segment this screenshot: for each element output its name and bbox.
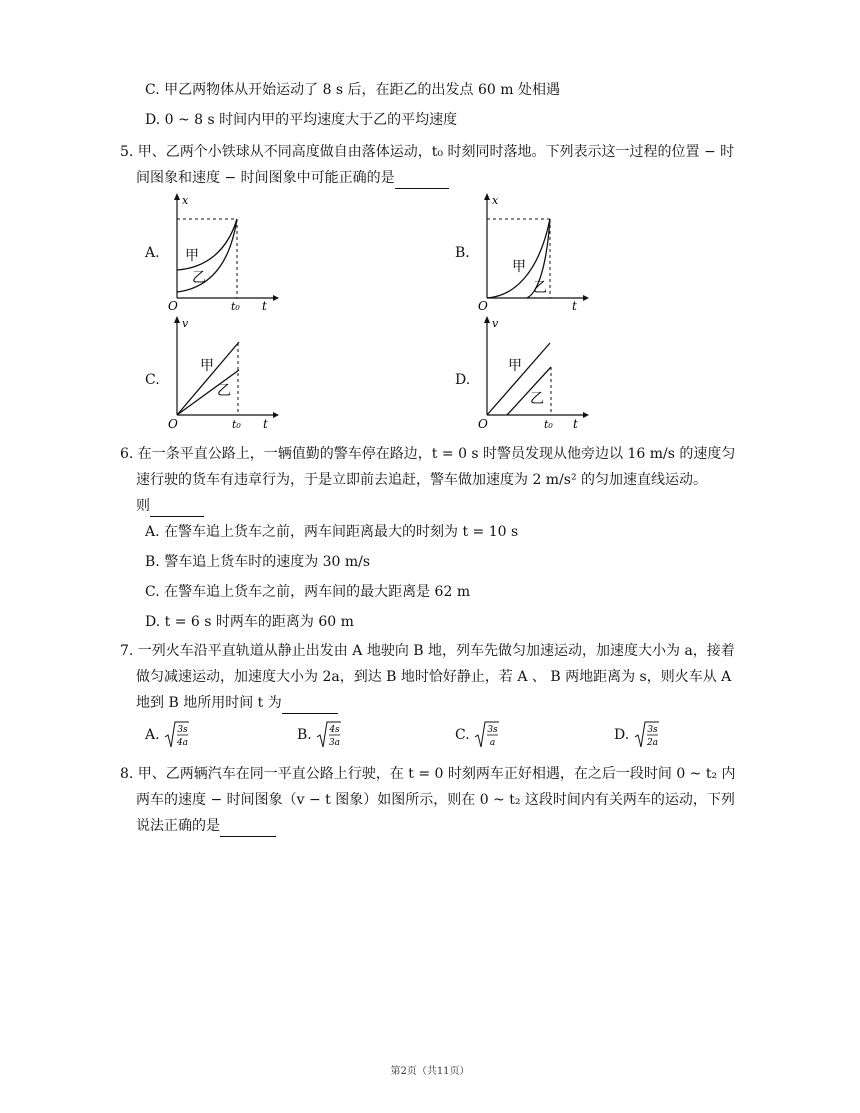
sqrt-fraction: [634, 720, 660, 750]
axis-label-v: v: [492, 317, 499, 330]
option-label: D.: [614, 727, 630, 743]
sqrt-fraction: [164, 720, 190, 750]
numerator: 4s: [329, 725, 340, 735]
label-yi: 乙: [192, 270, 206, 286]
q8-stem-line1: 8. 甲、乙两辆汽车在同一平直公路上行驶，在 t = 0 时刻两车正好相遇，在之后一段时间 0 ~ t₂ 内: [120, 766, 736, 782]
q7-option-b: [297, 720, 342, 750]
q5-option-b-label: B.: [455, 245, 470, 261]
q7-stem-line1: 7. 一列火车沿平直轨道从静止出发由 A 地驶向 B 地，列车先做匀加速运动，加速度大小为 a，接着: [120, 643, 735, 659]
axis-label-t: t: [573, 417, 578, 431]
q6-option-a: A. 在警车追上货车之前，两车间距离最大的时刻为 t = 10 s: [145, 524, 519, 540]
t-axis-arrow: [273, 412, 279, 418]
q7-stem-line3: 地到 B 地所用时间 t 为: [136, 693, 338, 714]
q7-option-c: [455, 720, 500, 750]
q6-option-d: D. t = 6 s 时两车的距离为 60 m: [145, 614, 354, 630]
denominator: a: [489, 738, 496, 748]
label-jia: 甲: [508, 358, 522, 374]
numerator: 3s: [646, 725, 658, 735]
label-yi: 乙: [533, 280, 547, 296]
q7-stem-line2: 做匀减速运动，加速度大小为 2a，到达 B 地时恰好静止，若 A 、 B 两地距离为 s，则火车从 A: [136, 669, 732, 685]
label-jia: 甲: [185, 248, 199, 264]
axis-label-t: t: [572, 299, 577, 313]
line-yi: [507, 367, 551, 415]
axis-label-t: t: [263, 417, 268, 431]
sqrt-fraction: [474, 720, 500, 750]
numerator: 3s: [177, 725, 188, 735]
q6-stem-line2: 速行驶的货车有违章行为，于是立即前去追赶，警车做加速度为 2 m/s² 的匀加速直线运动。: [136, 472, 708, 488]
axis-label-t: t: [262, 299, 267, 313]
label-yi: 乙: [217, 383, 231, 399]
answer-blank: [282, 693, 338, 714]
origin-label: O: [168, 299, 178, 313]
q5-stem-line1: 5. 甲、乙两个小铁球从不同高度做自由落体运动，t₀ 时刻同时落地。下列表示这一过程的位置 − 时: [120, 144, 735, 160]
answer-blank: [150, 496, 204, 517]
q5-graph-a: [165, 192, 280, 316]
line-jia: [177, 342, 239, 415]
axis-label-x: x: [492, 194, 499, 207]
t-axis-arrow: [583, 412, 589, 418]
q5-option-a-label: A.: [145, 245, 160, 261]
q5-option-c-label: C.: [145, 372, 160, 388]
sqrt-fraction: [316, 720, 342, 750]
denominator: 2a: [646, 738, 658, 748]
x-axis-arrow: [174, 193, 180, 200]
t-axis-arrow: [583, 295, 589, 301]
label-yi: 乙: [530, 391, 544, 407]
q4-option-d: D. 0 ~ 8 s 时间内甲的平均速度大于乙的平均速度: [145, 112, 458, 128]
t0-label: t₀: [232, 418, 241, 431]
v-axis-arrow: [174, 316, 180, 323]
q4-option-c: C. 甲乙两物体从开始运动了 8 s 后，在距乙的出发点 60 m 处相遇: [145, 82, 560, 98]
t0-label: t₀: [544, 418, 553, 431]
q6-stem-line3: 则: [136, 496, 204, 517]
option-label: C.: [455, 727, 470, 743]
q7-option-d: [614, 720, 660, 750]
axis-label-v: v: [182, 317, 189, 330]
denominator: 3a: [329, 738, 341, 748]
q8-stem-line2: 两车的速度 − 时间图象（v − t 图象）如图所示，则在 0 ~ t₂ 这段时间内有关两车的运动，下列: [136, 792, 735, 808]
v-axis-arrow: [484, 316, 490, 323]
q8-stem-line3: 说法正确的是: [136, 816, 276, 837]
option-label: A.: [145, 727, 160, 743]
q7-option-a: [145, 720, 190, 750]
origin-label: O: [478, 417, 488, 431]
label-jia: 甲: [512, 259, 526, 275]
q5-stem-line2: 间图象和速度 − 时间图象中可能正确的是: [136, 168, 449, 189]
q6-option-b: B. 警车追上货车时的速度为 30 m/s: [145, 554, 371, 570]
answer-blank: [220, 816, 276, 837]
t0-label: t₀: [231, 300, 240, 313]
axis-label-x: x: [182, 194, 189, 207]
q6-stem-line1: 6. 在一条平直公路上，一辆值勤的警车停在路边，t = 0 s 时警员发现从他旁边以 16 m/s 的速度匀: [120, 446, 736, 462]
numerator: 3s: [487, 725, 498, 735]
option-label: B.: [297, 727, 312, 743]
q5-graph-d: [475, 315, 590, 439]
page-footer: 第2页（共11页）: [390, 1066, 470, 1077]
origin-label: O: [478, 299, 488, 313]
q5-graph-c: [165, 315, 280, 439]
q5-option-d-label: D.: [455, 372, 471, 388]
answer-blank: [395, 168, 449, 189]
q5-graph-b: [475, 192, 590, 316]
x-axis-arrow: [484, 193, 490, 200]
label-jia: 甲: [200, 358, 214, 374]
q6-option-c: C. 在警车追上货车之前，两车间的最大距离是 62 m: [145, 584, 471, 600]
origin-label: O: [168, 417, 178, 431]
denominator: 4a: [176, 738, 189, 748]
t-axis-arrow: [273, 295, 279, 301]
